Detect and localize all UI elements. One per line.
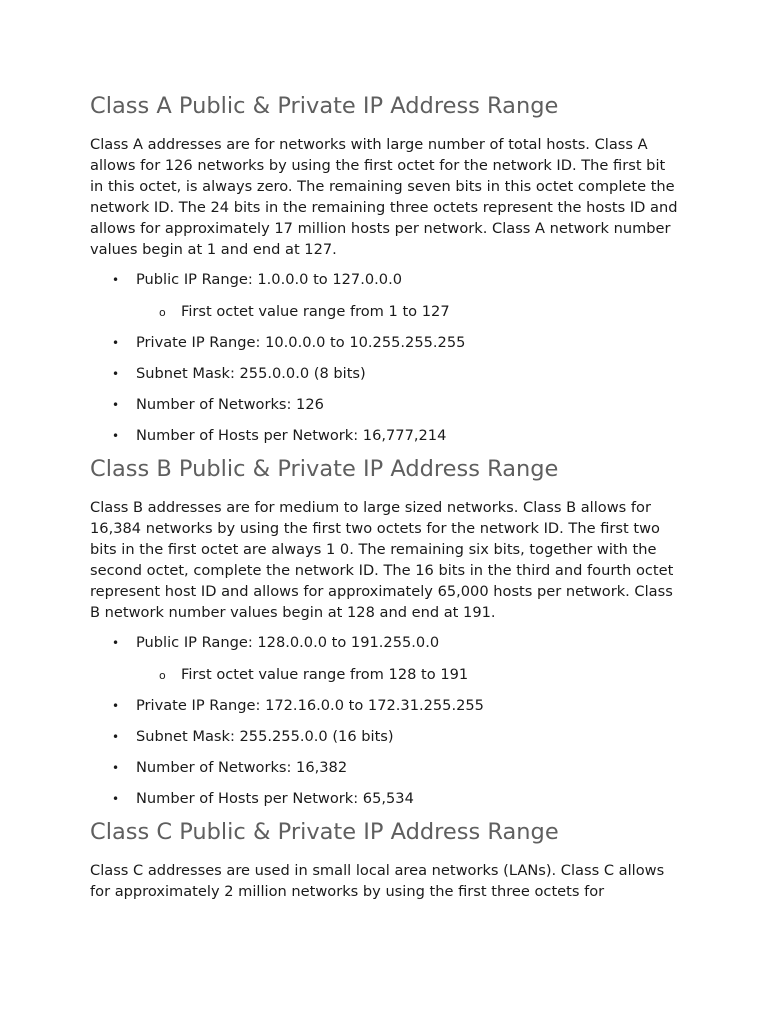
bullet-text: Subnet Mask: 255.0.0.0 (8 bits)	[136, 364, 366, 382]
bullet-item	[90, 395, 680, 416]
sub-bullet-text: First octet value range from 1 to 127	[181, 302, 450, 320]
sub-bullet-list	[136, 302, 680, 323]
section-heading: Class B Public & Private IP Address Range	[90, 456, 559, 482]
bullet-list	[90, 633, 680, 809]
bullet-dot-icon: •	[112, 698, 120, 713]
bullet-text: Public IP Range: 1.0.0.0 to 127.0.0.0	[136, 271, 402, 289]
bullet-dot-icon: •	[112, 636, 120, 651]
bullet-text: Number of Networks: 16,382	[136, 758, 348, 776]
section-paragraph: Class C addresses are used in small local area networks (LANs). Class C allows for approximately 2 million networks by using the first three octets for	[90, 862, 665, 900]
section-heading: Class C Public & Private IP Address Range	[90, 819, 559, 845]
sub-bullet-text: First octet value range from 128 to 191	[181, 665, 469, 683]
bullet-dot-icon: •	[112, 273, 120, 288]
bullet-dot-icon: •	[112, 791, 120, 806]
bullet-text: Number of Hosts per Network: 65,534	[136, 789, 414, 807]
bullet-item	[90, 696, 680, 717]
bullet-item	[90, 333, 680, 354]
bullet-item	[90, 364, 680, 385]
section-paragraph: Class B addresses are for medium to large sized networks. Class B allows for 16,384 networks by using the first two octets for the network ID. The first two bits in the first octet are always 1 0. The remaining six bits, together with the second octet, complete the network ID. The 16 bits in the third and fourth octet represent host ID and allows for approximately 65,000 hosts per network. Class B network number values begin at 128 and end at 191.	[90, 499, 674, 621]
bullet-text: Public IP Range: 128.0.0.0 to 191.255.0.0	[136, 634, 440, 652]
bullet-dot-icon: •	[112, 335, 120, 350]
bullet-item	[90, 270, 680, 322]
bullet-dot-icon: •	[112, 729, 120, 744]
sub-bullet-circle-icon: o	[159, 668, 166, 682]
sub-bullet-item	[136, 302, 680, 323]
sub-bullet-item	[136, 665, 680, 686]
bullet-item	[90, 727, 680, 748]
bullet-item	[90, 758, 680, 779]
section	[90, 454, 680, 810]
sub-bullet-circle-icon: o	[159, 305, 166, 319]
document-content	[90, 91, 680, 903]
bullet-item	[90, 789, 680, 810]
bullet-text: Number of Hosts per Network: 16,777,214	[136, 426, 447, 444]
section-paragraph: Class A addresses are for networks with large number of total hosts. Class A allows for 126 networks by using the first octet for the network ID. The first bit in this octet, is always zero. The remaining seven bits in this octet complete the network ID. The 24 bits in the remaining three octets represent the hosts ID and allows for approximately 17 million hosts per network. Class A network number values begin at 1 and end at 127.	[90, 136, 678, 258]
bullet-text: Private IP Range: 10.0.0.0 to 10.255.255.255	[136, 333, 466, 351]
bullet-dot-icon: •	[112, 397, 120, 412]
section-heading: Class A Public & Private IP Address Range	[90, 93, 559, 119]
sub-bullet-list	[136, 665, 680, 686]
bullet-text: Number of Networks: 126	[136, 395, 324, 413]
bullet-text: Private IP Range: 172.16.0.0 to 172.31.255.255	[136, 696, 484, 714]
bullet-item	[90, 633, 680, 685]
section	[90, 817, 680, 903]
bullet-dot-icon: •	[112, 366, 120, 381]
bullet-text: Subnet Mask: 255.255.0.0 (16 bits)	[136, 727, 394, 745]
bullet-list	[90, 270, 680, 446]
bullet-dot-icon: •	[112, 760, 120, 775]
bullet-dot-icon: •	[112, 428, 120, 443]
bullet-item	[90, 426, 680, 447]
section	[90, 91, 680, 447]
